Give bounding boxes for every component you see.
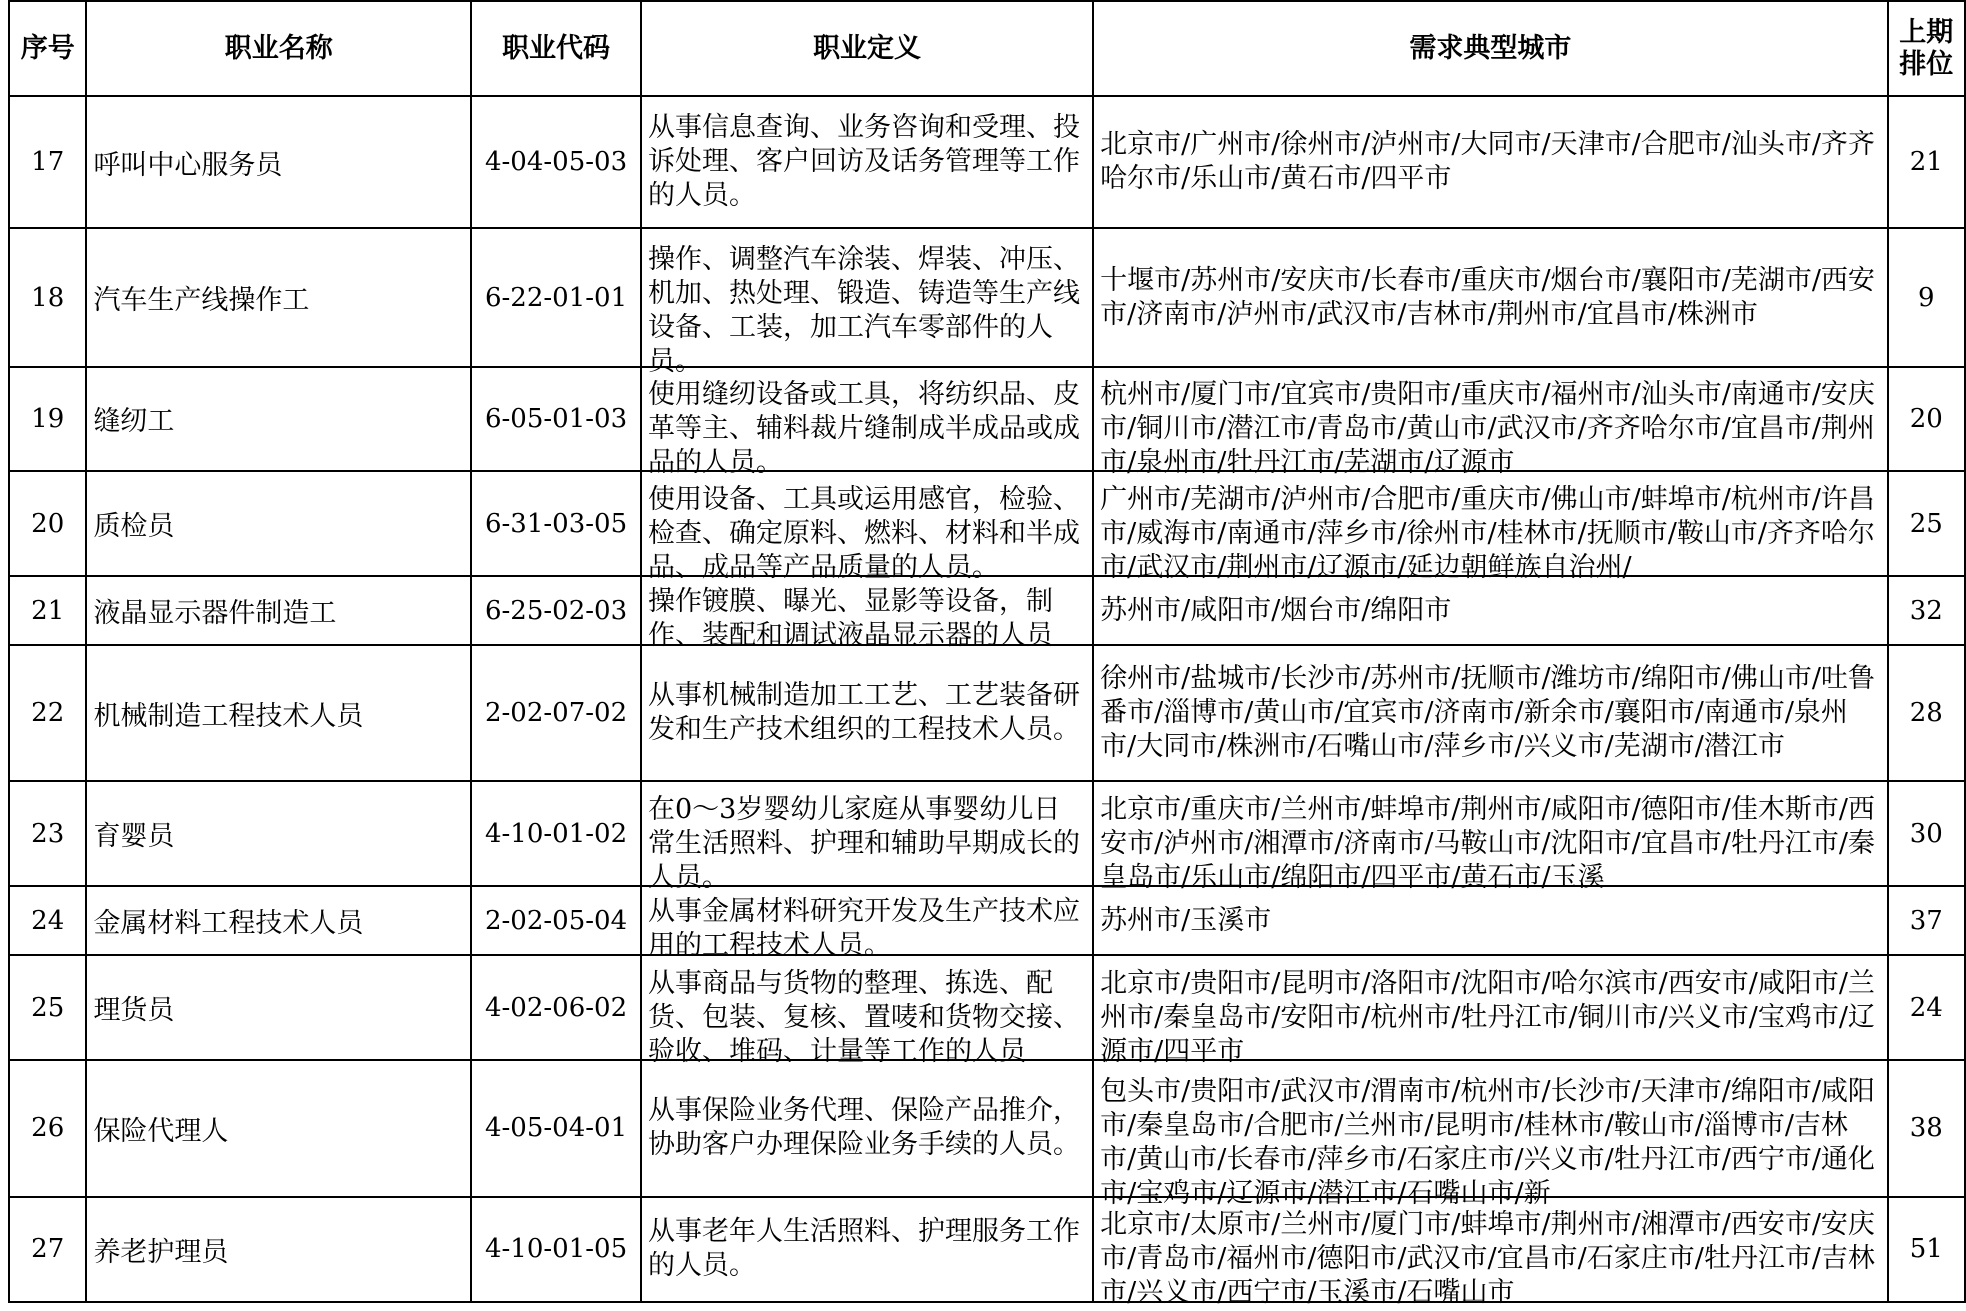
row-prev-rank: 25 xyxy=(1888,471,1965,576)
row-definition xyxy=(641,96,1093,228)
row-name: 液晶显示器件制造工 xyxy=(86,576,471,645)
row-no: 22 xyxy=(9,645,86,781)
row-definition-text: 从事机械制造加工工艺、工艺装备研发和生产技术组织的工程技术人员。 xyxy=(648,680,1080,746)
row-name: 养老护理员 xyxy=(86,1197,471,1303)
row-definition xyxy=(641,576,1093,651)
row-definition-text: 从事信息查询、业务咨询和受理、投诉处理、客户回访及话务管理等工作的人员。 xyxy=(648,112,1080,212)
row-definition xyxy=(641,1197,1093,1303)
row-no: 26 xyxy=(9,1060,86,1196)
row-code: 6-31-03-05 xyxy=(471,471,641,576)
row-code: 2-02-05-04 xyxy=(471,886,641,955)
row-cities-text: 北京市/贵阳市/昆明市/洛阳市/沈阳市/哈尔滨市/西安市/咸阳市/兰州市/秦皇岛市/安阳市/杭州市/牡丹江市/铜川市/兴义市/宝鸡市/辽源市/四平市 xyxy=(1100,967,1875,1067)
row-cities xyxy=(1093,886,1887,955)
row-cities-text: 广州市/芜湖市/泸州市/合肥市/重庆市/佛山市/蚌埠市/杭州市/许昌市/威海市/南通市/萍乡市/徐州市/桂林市/抚顺市/鞍山市/齐齐哈尔市/武汉市/荆州市/辽源市/延边朝鲜族自治州/ xyxy=(1100,483,1875,583)
row-definition-text: 从事金属材料研究开发及生产技术应用的工程技术人员。 xyxy=(648,895,1080,961)
row-prev-rank: 28 xyxy=(1888,645,1965,781)
row-no: 23 xyxy=(9,781,86,886)
row-prev-rank: 30 xyxy=(1888,781,1965,886)
row-no: 27 xyxy=(9,1197,86,1303)
row-name: 育婴员 xyxy=(86,781,471,886)
row-definition xyxy=(641,471,1093,583)
row-cities xyxy=(1093,781,1887,893)
row-definition xyxy=(641,781,1093,893)
row-cities xyxy=(1093,471,1887,583)
row-definition xyxy=(641,228,1093,378)
table-row xyxy=(9,645,1965,781)
row-definition-text: 在0～3岁婴幼儿家庭从事婴幼儿日常生活照料、护理和辅助早期成长的人员。 xyxy=(648,793,1080,893)
row-definition xyxy=(641,645,1093,781)
row-definition xyxy=(641,367,1093,479)
table-row xyxy=(9,1060,1965,1196)
row-cities xyxy=(1093,367,1887,479)
row-code: 4-10-01-05 xyxy=(471,1197,641,1303)
row-code: 4-10-01-02 xyxy=(471,781,641,886)
row-code: 4-02-06-02 xyxy=(471,955,641,1060)
row-prev-rank: 38 xyxy=(1888,1060,1965,1196)
row-definition-text: 操作镀膜、曝光、显影等设备，制作、装配和调试液晶显示器的人员 xyxy=(648,585,1053,651)
table-row xyxy=(9,955,1965,1060)
row-cities-text: 包头市/贵阳市/武汉市/渭南市/杭州市/长沙市/天津市/绵阳市/咸阳市/秦皇岛市/合肥市/兰州市/昆明市/桂林市/鞍山市/淄博市/吉林市/黄山市/长春市/萍乡市/石家庄市/兴义市/牡丹江市/西宁市/通化市/宝鸡市/辽源市/潜江市/石嘴山市/新 xyxy=(1100,1075,1875,1209)
table-row xyxy=(9,576,1965,645)
row-definition xyxy=(641,1060,1093,1196)
row-prev-rank: 9 xyxy=(1888,228,1965,366)
row-no: 17 xyxy=(9,96,86,228)
table-row xyxy=(9,1197,1965,1303)
row-code: 2-02-07-02 xyxy=(471,645,641,781)
row-no: 25 xyxy=(9,955,86,1060)
row-name: 汽车生产线操作工 xyxy=(86,228,471,366)
occupation-table xyxy=(8,0,1966,1309)
row-name: 缝纫工 xyxy=(86,367,471,471)
row-prev-rank: 51 xyxy=(1888,1197,1965,1303)
header-code: 职业代码 xyxy=(471,1,641,96)
table-row xyxy=(9,781,1965,886)
row-no: 24 xyxy=(9,886,86,955)
row-name: 金属材料工程技术人员 xyxy=(86,886,471,955)
row-name: 机械制造工程技术人员 xyxy=(86,645,471,781)
table-row xyxy=(9,228,1965,366)
row-definition-text: 操作、调整汽车涂装、焊装、冲压、机加、热处理、锻造、铸造等生产线设备、工装，加工汽车零部件的人员。 xyxy=(648,244,1080,378)
row-definition-text: 使用设备、工具或运用感官，检验、检查、确定原料、燃料、材料和半成品、成品等产品质量的人员。 xyxy=(648,483,1080,583)
row-prev-rank: 32 xyxy=(1888,576,1965,645)
header-prev-rank: 上期排位 xyxy=(1888,1,1965,96)
row-cities xyxy=(1093,96,1887,228)
row-prev-rank: 20 xyxy=(1888,367,1965,471)
row-prev-rank: 24 xyxy=(1888,955,1965,1060)
row-cities xyxy=(1093,1197,1887,1309)
row-code: 4-05-04-01 xyxy=(471,1060,641,1196)
row-cities xyxy=(1093,645,1887,781)
row-cities-text: 北京市/重庆市/兰州市/蚌埠市/荆州市/咸阳市/德阳市/佳木斯市/西安市/泸州市/湘潭市/济南市/马鞍山市/沈阳市/宜昌市/牡丹江市/秦皇岛市/乐山市/绵阳市/四平市/黄石市/玉溪 xyxy=(1100,793,1875,893)
row-code: 6-22-01-01 xyxy=(471,228,641,366)
row-name: 理货员 xyxy=(86,955,471,1060)
row-cities-text: 徐州市/盐城市/长沙市/苏州市/抚顺市/潍坊市/绵阳市/佛山市/吐鲁番市/淄博市/黄山市/宜宾市/济南市/新余市/襄阳市/南通市/泉州市/大同市/株洲市/石嘴山市/萍乡市/兴义市/芜湖市/潜江市 xyxy=(1100,663,1875,763)
row-cities xyxy=(1093,955,1887,1067)
row-definition-text: 从事老年人生活照料、护理服务工作的人员。 xyxy=(648,1216,1080,1282)
header-definition: 职业定义 xyxy=(641,1,1093,96)
row-code: 6-05-01-03 xyxy=(471,367,641,471)
row-definition xyxy=(641,886,1093,961)
row-cities xyxy=(1093,576,1887,645)
table-row xyxy=(9,471,1965,576)
row-cities-text: 北京市/太原市/兰州市/厦门市/蚌埠市/荆州市/湘潭市/西安市/安庆市/青岛市/福州市/德阳市/武汉市/宜昌市/石家庄市/牡丹江市/吉林市/兴义市/西宁市/玉溪市/石嘴山市 xyxy=(1100,1209,1875,1309)
row-prev-rank: 37 xyxy=(1888,886,1965,955)
row-no: 20 xyxy=(9,471,86,576)
header-cities: 需求典型城市 xyxy=(1093,1,1887,96)
row-name: 质检员 xyxy=(86,471,471,576)
header-name: 职业名称 xyxy=(86,1,471,96)
row-no: 21 xyxy=(9,576,86,645)
row-cities-text: 苏州市/玉溪市 xyxy=(1100,904,1272,936)
row-definition-text: 从事商品与货物的整理、拣选、配货、包装、复核、置唛和货物交接、验收、堆码、计量等工作的人员 xyxy=(648,967,1080,1067)
table-row xyxy=(9,367,1965,471)
row-no: 18 xyxy=(9,228,86,366)
row-cities-text: 北京市/广州市/徐州市/泸州市/大同市/天津市/合肥市/汕头市/齐齐哈尔市/乐山市/黄石市/四平市 xyxy=(1100,129,1875,195)
header-no: 序号 xyxy=(9,1,86,96)
row-name: 保险代理人 xyxy=(86,1060,471,1196)
row-code: 6-25-02-03 xyxy=(471,576,641,645)
row-cities-text: 苏州市/咸阳市/烟台市/绵阳市 xyxy=(1100,594,1452,626)
header-row xyxy=(9,1,1965,96)
row-cities xyxy=(1093,228,1887,366)
row-code: 4-04-05-03 xyxy=(471,96,641,228)
row-prev-rank: 21 xyxy=(1888,96,1965,228)
row-definition-text: 从事保险业务代理、保险产品推介，协助客户办理保险业务手续的人员。 xyxy=(648,1095,1080,1161)
row-no: 19 xyxy=(9,367,86,471)
table-row xyxy=(9,886,1965,955)
row-cities-text: 杭州市/厦门市/宜宾市/贵阳市/重庆市/福州市/汕头市/南通市/安庆市/铜川市/潜江市/青岛市/黄山市/武汉市/齐齐哈尔市/宜昌市/荆州市/泉州市/牡丹江市/芜湖市/辽源市 xyxy=(1100,379,1875,479)
row-cities xyxy=(1093,1060,1887,1209)
row-definition xyxy=(641,955,1093,1067)
row-name: 呼叫中心服务员 xyxy=(86,96,471,228)
row-definition-text: 使用缝纫设备或工具，将纺织品、皮革等主、辅料裁片缝制成半成品或成品的人员。 xyxy=(648,379,1080,479)
row-cities-text: 十堰市/苏州市/安庆市/长春市/重庆市/烟台市/襄阳市/芜湖市/西安市/济南市/泸州市/武汉市/吉林市/荆州市/宜昌市/株洲市 xyxy=(1100,264,1875,330)
table-row xyxy=(9,96,1965,228)
